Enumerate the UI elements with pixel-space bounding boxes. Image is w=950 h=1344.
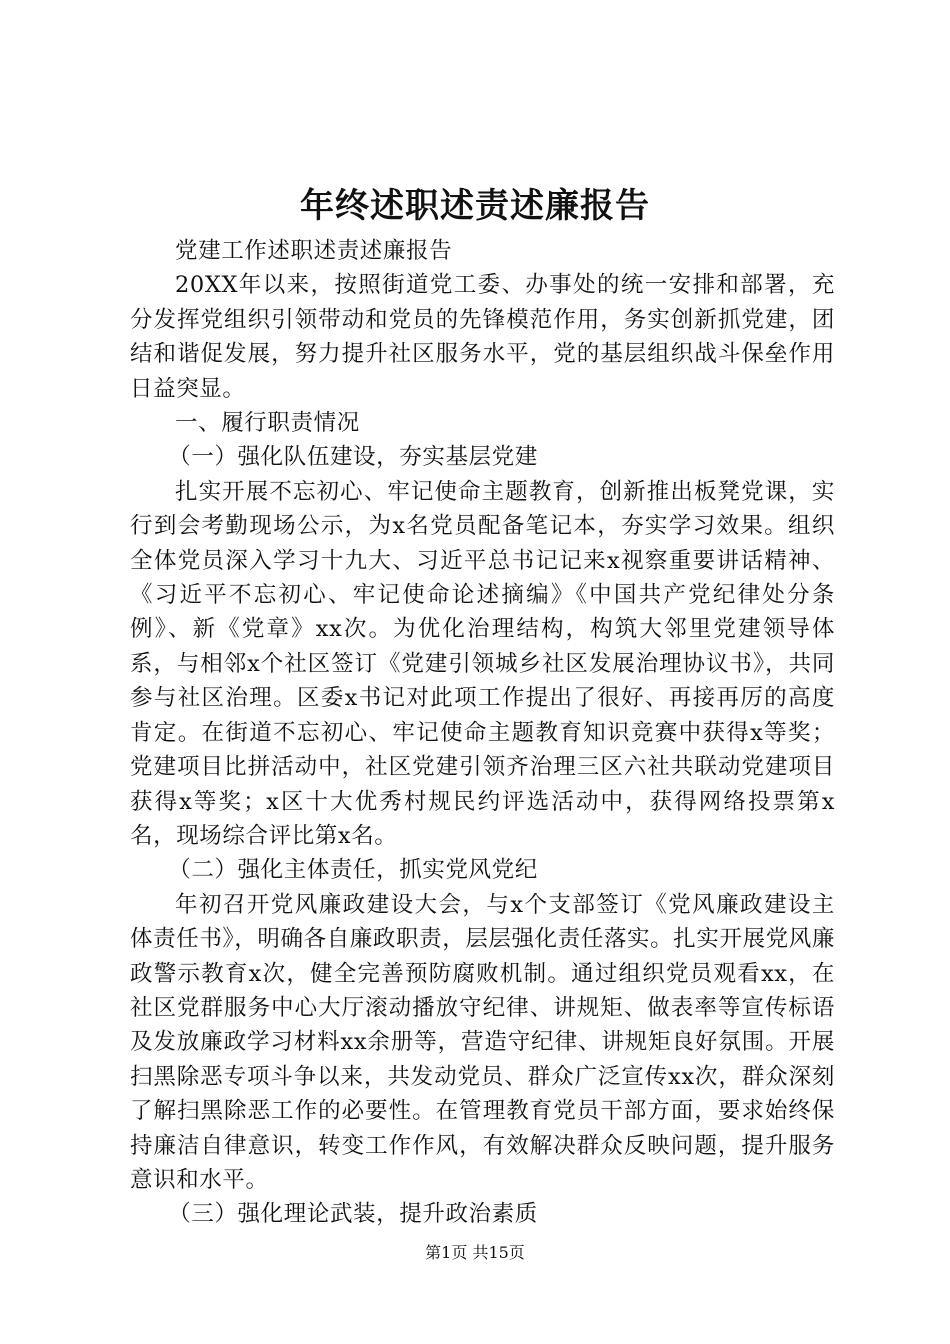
intro-paragraph: 20XX年以来，按照街道党工委、办事处的统一安排和部署，充分发挥党组织引领带动和党员的先锋模范作用，务实创新抓党建，团结和谐促发展，努力提升社区服务水平，党的基层组织战斗保垒作用日益突显。 bbox=[130, 272, 835, 402]
subsection-heading-3: （三）强化理论武装，提升政治素质 bbox=[168, 1201, 538, 1228]
subsection-heading-1: （一）强化队伍建设，夯实基层党建 bbox=[168, 444, 538, 471]
subsection-heading-2: （二）强化主体责任，抓实党风党纪 bbox=[168, 857, 538, 884]
document-title: 年终述职述责述廉报告 bbox=[300, 186, 650, 226]
report-subtitle: 党建工作述职述责述廉报告 bbox=[175, 238, 453, 264]
document-body bbox=[130, 234, 835, 1232]
page-footer: 第1页 共15页 bbox=[425, 1243, 525, 1262]
subsection-body-2: 年初召开党风廉政建设大会，与x个支部签订《党风廉政建设主体责任书》，明确各自廉政职责，层层强化责任落实。扎实开展党风廉政警示教育x次，健全完善预防腐败机制。通过组织党员观看xx，在社区党群服务中心大厅滚动播放守纪律、讲规矩、做表率等宣传标语及发放廉政学习材料xx余册等，营造守纪律、讲规矩良好氛围。开展扫黑除恶专项斗争以来，共发动党员、群众广泛宣传xx次，群众深刻了解扫黑除恶工作的必要性。在管理教育党员干部方面，要求始终保持廉洁自律意识，转变工作作风，有效解决群众反映问题，提升服务意识和水平。 bbox=[130, 891, 835, 1193]
section-heading-1: 一、履行职责情况 bbox=[175, 410, 360, 437]
subsection-body-1: 扎实开展不忘初心、牢记使命主题教育，创新推出板凳党课，实行到会考勤现场公示，为x名党员配备笔记本，夯实学习效果。组织全体党员深入学习十九大、习近平总书记记来x视察重要讲话精神、《习近平不忘初心、牢记使命论述摘编》《中国共产党纪律处分条例》、新《党章》xx次。为优化治理结构，构筑大邻里党建领导体系，与相邻x个社区签订《党建引领城乡社区发展治理协议书》，共同参与社区治理。区委x书记对此项工作提出了很好、再接再厉的高度肯定。在街道不忘初心、牢记使命主题教育知识竞赛中获得x等奖；党建项目比拼活动中，社区党建引领齐治理三区六社共联动党建项目获得x等奖；x区十大优秀村规民约评选活动中，获得网络投票第x名，现场综合评比第x名。 bbox=[130, 478, 835, 849]
